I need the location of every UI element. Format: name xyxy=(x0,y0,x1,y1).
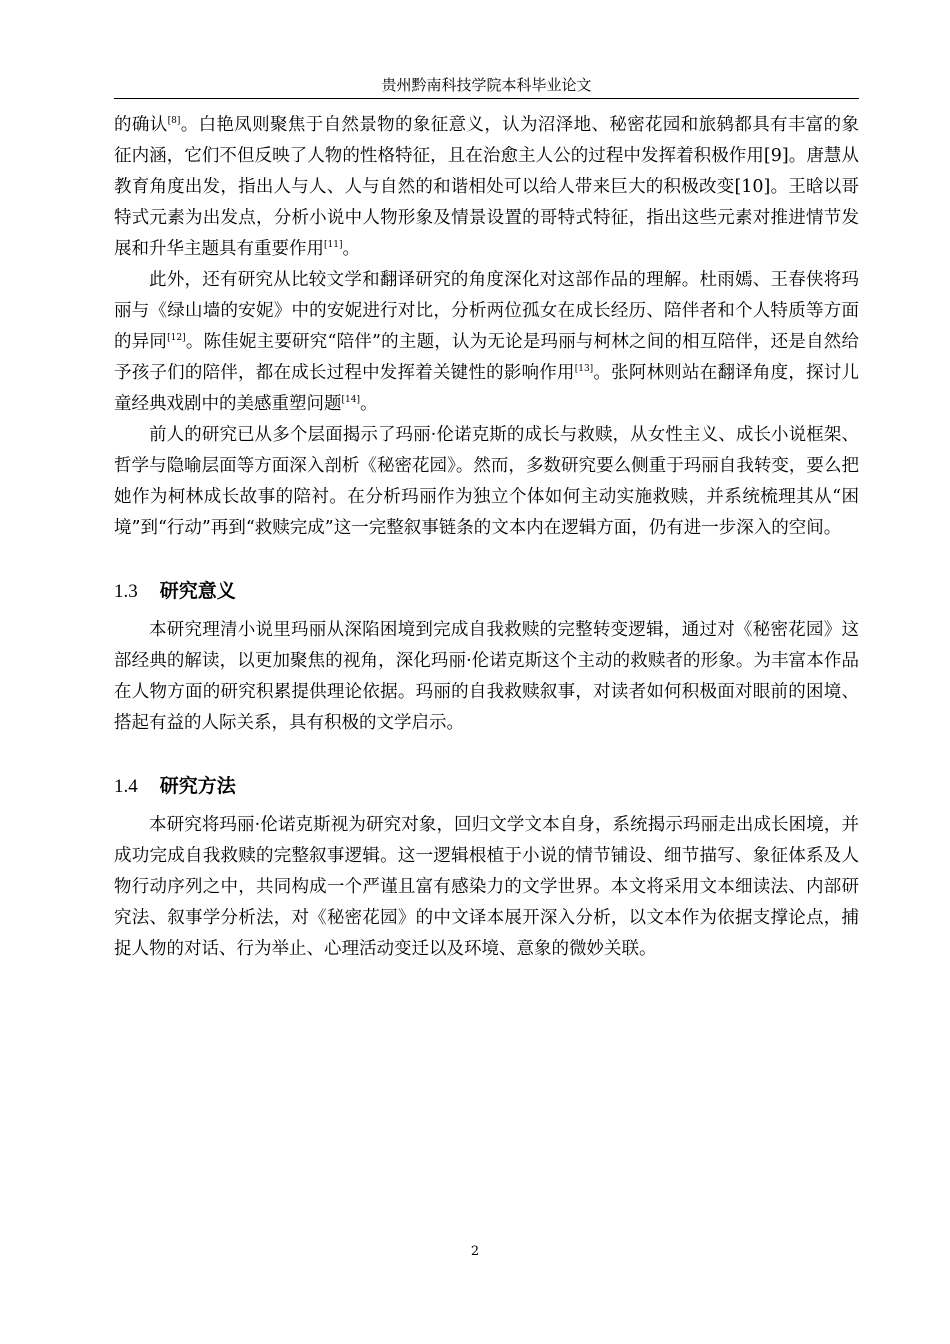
section-number: 1.4 xyxy=(114,776,138,797)
citation-ref: [12] xyxy=(167,333,186,343)
header-rule xyxy=(114,98,859,99)
page-body xyxy=(114,110,859,965)
body-paragraph: 前人的研究已从多个层面揭示了玛丽·伦诺克斯的成长与救赎，从女性主义、成长小说框架、哲学与隐喻层面等方面深入剖析《秘密花园》。然而，多数研究要么侧重于玛丽自我转变，要么把她作为柯林成长故事的陪衬。在分析玛丽作为独立个体如何主动实施救赎，并系统梳理其从“困境”到“行动”再到“救赎完成”这一完整叙事链条的文本内在逻辑方面，仍有进一步深入的空间。 xyxy=(114,425,859,538)
citation-ref: [13] xyxy=(574,364,594,374)
body-paragraph: 的确认[8]。白艳凤则聚焦于自然景物的象征意义，认为沼泽地、秘密花园和旅鸫都具有丰富的象征内涵，它们不但反映了人物的性格特征，且在治愈主人公的过程中发挥着积极作用[9]。唐慧从教育角度出发，指出人与人、人与自然的和谐相处可以给人带来巨大的积极改变[10]。王晗以哥特式元素为出发点，分析小说中人物形象及情景设置的哥特式特征，指出这些元素对推进情节发展和升华主题具有重要作用[11]。 xyxy=(114,115,860,259)
section-heading-1-3 xyxy=(114,576,859,607)
section-number: 1.3 xyxy=(114,581,138,602)
body-paragraph: 本研究将玛丽·伦诺克斯视为研究对象，回归文学文本自身，系统揭示玛丽走出成长困境，并成功完成自我救赎的完整叙事逻辑。这一逻辑根植于小说的情节铺设、细节描写、象征体系及人物行动序列之中，共同构成一个严谨且富有感染力的文学世界。本文将采用文本细读法、内部研究法、叙事学分析法，对《秘密花园》的中文译本展开深入分析，以文本作为依据支撑论点，捕捉人物的对话、行为举止、心理活动变迁以及环境、意象的微妙关联。 xyxy=(114,815,859,959)
citation-ref: [14] xyxy=(341,395,360,405)
citation-ref: [11] xyxy=(324,240,343,250)
page-number: 2 xyxy=(470,1244,480,1259)
section-title: 研究方法 xyxy=(159,775,236,797)
section-heading-1-4 xyxy=(114,771,859,802)
body-paragraph: 此外，还有研究从比较文学和翻译研究的角度深化对这部作品的理解。杜雨嫣、王春侠将玛丽与《绿山墙的安妮》中的安妮进行对比，分析两位孤女在成长经历、陪伴者和个人特质等方面的异同[12]。陈佳妮主要研究“陪伴”的主题，认为无论是玛丽与柯林之间的相互陪伴，还是自然给予孩子们的陪伴，都在成长过程中发挥着关键性的影响作用[13]。张阿林则站在翻译角度，探讨儿童经典戏剧中的美感重塑问题[14]。 xyxy=(114,270,860,414)
running-header: 贵州黔南科技学院本科毕业论文 xyxy=(381,76,592,94)
section-title: 研究意义 xyxy=(159,580,236,602)
body-paragraph: 本研究理清小说里玛丽从深陷困境到完成自我救赎的完整转变逻辑，通过对《秘密花园》这部经典的解读，以更加聚焦的视角，深化玛丽·伦诺克斯这个主动的救赎者的形象。为丰富本作品在人物方面的研究积累提供理论依据。玛丽的自我救赎叙事，对读者如何积极面对眼前的困境、搭起有益的人际关系，具有积极的文学启示。 xyxy=(114,620,859,733)
citation-ref: [8] xyxy=(167,116,181,126)
